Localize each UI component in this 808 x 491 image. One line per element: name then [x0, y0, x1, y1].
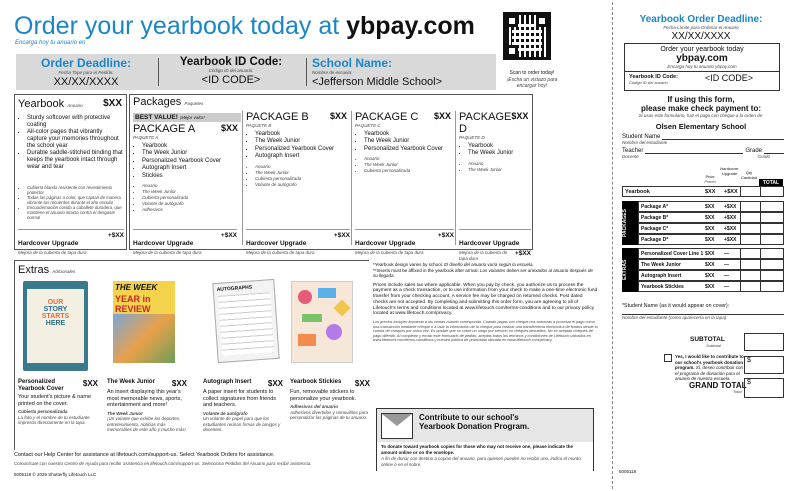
qty-field[interactable]: [740, 213, 760, 222]
upgrade-price: +$XX: [514, 250, 531, 257]
fine-line2: **Inserts must be affixed in the yearbook after arrival.: [373, 267, 479, 273]
fine-line1: *Yearbook design varies by school.: [373, 262, 443, 267]
packages-title: Packages: [133, 96, 182, 108]
form-header: [618, 14, 784, 42]
extra-price: $XX: [267, 379, 283, 388]
package-c: [351, 111, 454, 255]
donation-text-es: A fin de donar con destino a copias del anuario, para quienes pueden no recibir uno, indica el monto online o en el sobre.: [381, 456, 581, 467]
package-a: [133, 113, 241, 255]
copyright: 5005118 © 2025 Shutterfly Lifetouch LLC: [14, 472, 97, 477]
package-items: [355, 131, 454, 154]
package-items: [459, 143, 531, 158]
cover-image: [23, 281, 88, 371]
package-item-es: • The Week Junior: [468, 167, 531, 173]
cover-name-label: *Student Name (as it would appear on cover):: [622, 303, 730, 309]
row-price: $XX: [705, 251, 715, 257]
yearbook-upgrade: [18, 229, 124, 256]
id-label: Yearbook ID Code:: [179, 56, 283, 68]
package-item-es: • The Week Junior: [142, 189, 241, 195]
extra-item: [290, 379, 370, 421]
qty-field[interactable]: [740, 260, 760, 269]
student-name-label: Student Name: [622, 134, 661, 140]
student-name-es: Nombre del estudiante: [622, 140, 668, 145]
qr-caption-es: ¡Escha un vistazo para encargar hoy!: [506, 77, 558, 89]
package-item: • Yearbook: [255, 131, 350, 139]
extra-price: $XX: [354, 379, 370, 388]
extra-es: ¡Un volante que exhibe los deportes, entretenimiento, noticias más memorables de este año y mucho más!: [107, 416, 186, 432]
week-junior-image: [113, 281, 175, 363]
upgrade-es: Mejora de la cubierta de tapa dura: [246, 250, 315, 255]
row-label: Package B*: [641, 215, 669, 221]
package-item-es: • Anuario: [142, 183, 241, 189]
cover-word: OUR: [47, 299, 64, 306]
total-field[interactable]: [760, 224, 784, 233]
extra-es-title: Cubierta personalizada: [18, 409, 68, 414]
qty-field[interactable]: [740, 282, 760, 291]
subtotal-box[interactable]: [744, 333, 784, 351]
col-price: [701, 175, 719, 184]
row-upgrade: +$XX: [724, 204, 737, 210]
upgrade-es: Mejora de la cubierta de tapa dura: [355, 250, 424, 255]
extras-side-label: EXTRAS: [622, 248, 638, 292]
yearbook-title: Yearbook: [18, 98, 65, 110]
row-price: $XX: [705, 273, 715, 279]
autograph-heading: AUTOGRAPHS: [216, 284, 253, 293]
row-label: Yearbook Stickies: [641, 284, 684, 290]
teacher-label: Teacher: [622, 147, 644, 154]
title-site[interactable]: ybpay.com: [346, 12, 475, 40]
form-site[interactable]: ybpay.com: [676, 53, 728, 64]
packages-title-es: Paquetes: [184, 101, 204, 106]
form-row: [638, 270, 784, 281]
row-upgrade: —: [724, 262, 729, 268]
upgrade-price: +$XX: [437, 232, 454, 239]
grand-total-label: GRAND TOTAL: [689, 381, 747, 390]
row-label: Autograph Insert: [641, 273, 682, 279]
cover-name-block: [622, 303, 784, 321]
extra-es: La foto y el nombre de tu estudiante impresos directamente en la tapa.: [18, 414, 90, 425]
student-name-field[interactable]: [662, 133, 784, 140]
note: • Todas las páginas a color, que captan de manera vibrante tus recuerdos durante el año escolar: [27, 195, 124, 205]
subtotal-es: Subtotal: [706, 343, 721, 348]
extra-name: Autograph Insert: [203, 379, 252, 385]
upgrade-label: Hardcover Upgrade: [18, 240, 79, 247]
extras-section: [14, 260, 369, 450]
package-item-es: • Anuario: [468, 161, 531, 167]
bullet: • All-color pages that vibrantly capture your memories throughout the school year: [27, 129, 124, 150]
form-deadline-value: XX/XX/XXXX: [671, 30, 731, 42]
upgrade-price: +$XX: [220, 232, 237, 239]
extra-desc: An insert displaying this year's most memorable news, sports, entertainment and more!: [107, 389, 182, 408]
package-item: • Personalized Yearbook Cover: [255, 146, 350, 154]
package-item-es: • The Week Junior: [255, 170, 350, 176]
payee: Olsen Elementary School: [655, 121, 747, 131]
donate-es: Sí, deseo contribuir con el programa de donación para el anuario de nuestra escuela.: [675, 365, 744, 381]
best-value: BEST VALUE!: [135, 114, 178, 121]
qty-field[interactable]: [740, 224, 760, 233]
id-value: <ID CODE>: [201, 73, 261, 86]
teacher-es: Docente: [622, 153, 639, 159]
fine-line1-es: El diseño del anuario varía según la escuela.: [444, 262, 534, 267]
extra-desc: A paper insert for students to collect signatures from friends and teachers.: [203, 389, 277, 408]
school-label: School Name:: [312, 56, 393, 70]
extra-es: Un volante de papel para que los estudiantes reúnan firmas de amigos y docentes.: [203, 416, 281, 432]
package-price: $XX: [329, 111, 347, 121]
title-subtitle: Encarga hoy tu anuario en: [15, 40, 86, 46]
qty-field[interactable]: [740, 235, 760, 244]
page-title: [14, 12, 475, 40]
form-order-line: Order your yearbook today: [660, 46, 744, 53]
form-id-label: Yearbook ID Code:: [629, 73, 678, 80]
total-field[interactable]: [760, 271, 784, 280]
total-field[interactable]: [760, 282, 784, 291]
form-code: 5005118: [619, 469, 637, 474]
row-price: $XX: [705, 262, 715, 268]
donation-box: [376, 408, 594, 471]
extra-es-title: Adhesivos del anuario: [290, 404, 339, 409]
row-label: Personalized Cover Line 1: [641, 251, 704, 257]
package-item: • Yearbook: [468, 143, 531, 151]
row-price: $XX: [705, 204, 715, 210]
package-items: [246, 131, 350, 161]
package-upgrade: [133, 229, 237, 256]
id-sub: Código ID del anuario:: [208, 68, 254, 73]
extras-title-es: Adicionales: [52, 269, 76, 274]
row-price: $XX: [705, 189, 716, 195]
grade-label: Grade: [745, 147, 762, 154]
school-sub: Nombre de escuela:: [312, 70, 353, 75]
upgrade-es: Mejora de la cubierta de tapa dura: [459, 250, 508, 261]
package-items-es: [133, 183, 241, 213]
deadline-value: XX/XX/XXXX: [53, 75, 119, 88]
total-field[interactable]: [760, 260, 784, 269]
extra-item: [203, 379, 283, 433]
package-price: $XX: [511, 111, 529, 121]
package-upgrade: [355, 229, 454, 256]
packages-card: [129, 94, 533, 261]
bullet: • Sturdy softcover with protective coating: [27, 115, 124, 129]
form-row: [638, 281, 784, 292]
upgrade-label: Hardcover Upgrade: [459, 240, 520, 247]
terms-en: Prices include sales tax where applicable. When you pay by check, you authorize us to process the payment as a check transaction, or to use information from your check to make a one-time electronic fund transfer from your checking account. A service fee may be charged on returned checks. Post dated checks are not accepted. By completing and submitting this order form, you are agreeing to all of Lifetouch's terms and conditions located at www.lifetouch.com/terms-conditions and to our privacy policy located at www.lifetouch.com/privacy.: [373, 282, 598, 317]
package-name: PACKAGE C: [355, 111, 419, 123]
yearbook-card: [14, 94, 127, 255]
using-line1: If using this form,: [667, 95, 735, 104]
subtotal-label: SUBTOTAL: [690, 336, 725, 343]
donation-body: [377, 442, 593, 471]
qty-field[interactable]: [740, 271, 760, 280]
using-line2: please make check payment to:: [640, 104, 762, 113]
student-fields: [622, 133, 784, 159]
extra-name: Yearbook Stickies: [290, 379, 342, 385]
row-price: $XX: [705, 226, 715, 232]
yearbook-title-es: Anuario: [67, 103, 83, 108]
package-item-es: • Volante de autógrafo: [255, 182, 350, 188]
upgrade-price: +$XX: [107, 232, 124, 239]
upgrade-es: Mejora de la cubierta de tapa dura: [18, 250, 87, 255]
form-deadline-label: Yearbook Order Deadline:: [639, 14, 763, 25]
package-b: [242, 111, 350, 255]
package-price: $XX: [220, 123, 238, 133]
yearbook-bullets: [18, 115, 124, 171]
title-prefix: Order your yearbook today at: [14, 12, 347, 40]
form-row: [638, 201, 784, 212]
package-item-es: • Anuario: [255, 164, 350, 170]
fine-line2-es: Los volantes deben ser anexados al anuario después de su llegada.: [373, 267, 593, 278]
package-items: [133, 143, 241, 181]
col-qty: Qty Cantidad: [740, 170, 757, 180]
grade-es: Grado: [757, 153, 770, 159]
donation-title2: Yearbook Donation Program.: [419, 422, 530, 431]
package-item: • Stickies: [142, 173, 241, 181]
package-d: [455, 111, 531, 261]
qty-field[interactable]: [740, 187, 760, 196]
package-item-es: • The Week Junior: [364, 162, 454, 168]
form-deadline-sub: Fecha Límite para Ordenar el Anuario: [663, 25, 739, 30]
total-field[interactable]: [760, 235, 784, 244]
packages-side-label: PACKAGES: [622, 201, 638, 245]
package-sub: PAQUETE D: [459, 135, 485, 140]
form-col-headers: [701, 167, 787, 186]
extra-desc: Fun, removable stickers to personalize your yearbook.: [290, 389, 357, 402]
col-total: TOTAL: [759, 179, 783, 187]
qr-caption: Scan to order today!: [509, 70, 555, 76]
deadline-sub: Fecha Tope para el Pedido:: [58, 70, 114, 75]
donation-title1: Contribute to our school's: [419, 413, 519, 422]
package-price: $XX: [433, 111, 451, 121]
row-upgrade: —: [724, 251, 729, 257]
donation-text: To donate toward yearbook copies for those who may not receive one, please indicate the amount online or on the envelope.: [381, 444, 573, 455]
help-text: Contact our Help Center for assistance at lifetouch.com/support-us. Select Yearbook Orders for assistance.: [14, 452, 275, 458]
qty-field[interactable]: [740, 202, 760, 211]
note: • Encuadernación cosida a caballete duradera, que mantiene el anuario intacto contra el desgaste normal: [27, 205, 124, 220]
donate-checkbox[interactable]: [664, 354, 672, 362]
package-name: PACKAGE B: [246, 111, 309, 123]
form-id-value: <ID CODE>: [705, 72, 754, 83]
grand-total-box[interactable]: [744, 378, 784, 398]
cover-name-es: Nombre del estudiante (como aparecería en la tapa):: [622, 315, 728, 320]
package-name: PACKAGE D: [459, 111, 512, 135]
terms-es: Los precios incluyen impuesto a las ventas cuando corresponda. Cuando pagas con cheque nos autorizas a procesar el pago como una transacción mediante cheque o a usar la información de tu cheque para realizar una transferencia electrónica de fondos desde tu cuenta de cheques por única vez. Es posible que se cobre un cargo por servicio en cheques devueltos. No se aceptan cheques de pago diferido. Al completar y enviar este formulario de pedido, aceptas todos los términos y condiciones de Lifetouch ubicados en www.lifetouch.com/terms-conditions y nuestra política de privacidad ubicada en www.lifetouch.com/privacy.: [373, 320, 598, 343]
donate-text: [675, 354, 745, 382]
form-row: [638, 234, 784, 245]
total-field[interactable]: [760, 202, 784, 211]
package-item: • Yearbook: [142, 143, 241, 151]
package-item: • Yearbook: [364, 131, 454, 139]
package-item: • Personalized Yearbook Cover: [142, 158, 241, 166]
info-bar: [16, 54, 496, 90]
row-label: Package C*: [641, 226, 669, 232]
package-item: • Autograph Insert: [142, 165, 241, 173]
row-upgrade: +$XX: [724, 237, 737, 243]
package-sub: PAQUETE B: [246, 123, 272, 128]
form-row: [638, 248, 784, 259]
donate-yes: Yes, I would like to contribute to our school's yearbook donation program.: [675, 354, 744, 370]
package-item: • The Week Junior: [142, 150, 241, 158]
extra-price: $XX: [82, 379, 98, 388]
package-sub: PAQUETE A: [133, 135, 159, 140]
col-upgrade: Hardcover Upgrade: [720, 166, 739, 176]
best-value-es: ¡Mejor valor!: [179, 115, 205, 120]
extra-desc: Your student's picture & name printed on the cover.: [18, 394, 92, 407]
cut-line: [612, 2, 613, 489]
deadline-label: Order Deadline:: [40, 56, 132, 70]
package-upgrade: [459, 229, 531, 261]
donation-amount-box[interactable]: [744, 356, 784, 374]
package-item-es: • Adhesivos: [142, 207, 241, 213]
row-price: $XX: [705, 237, 715, 243]
package-sub: PAQUETE C: [355, 123, 381, 128]
row-upgrade: —: [724, 284, 729, 290]
col-price-es: Precio: [704, 178, 716, 184]
package-items-es: [459, 161, 531, 173]
package-name: PACKAGE A: [133, 123, 196, 135]
school-value: <Jefferson Middle School>: [312, 75, 443, 88]
extra-item: [18, 379, 98, 426]
grand-total-es: Total: [733, 389, 742, 394]
form-id-sub: Código ID del anuario: [629, 79, 668, 85]
total-field[interactable]: [760, 249, 784, 258]
dollar-sign: $: [747, 357, 751, 364]
qty-field[interactable]: [740, 249, 760, 258]
extra-es: Adhesivos divertidos y removibles para personalizar las páginas de tu anuario.: [290, 409, 369, 420]
package-items-es: [246, 164, 350, 188]
cover-word: STORY: [43, 306, 68, 313]
package-item-es: • Volante de autógrafo: [142, 201, 241, 207]
row-upgrade: +$XX: [724, 215, 737, 221]
yearbook-price: $XX: [103, 98, 122, 109]
row-price: $XX: [705, 215, 715, 221]
week-masthead: THE WEEK: [115, 283, 158, 292]
help-text-es: Comunícate con nuestro Centro de Ayuda para recibir asistencia en lifetouch.com/support-us. Selecciona Pedidos del Anuario para recibir asistencia.: [14, 461, 312, 466]
week-headline: YEAR in REVIEW: [115, 294, 151, 314]
row-label: Package A*: [641, 204, 669, 210]
cover-word: STARTS: [41, 313, 70, 320]
using-es: Si usas este formulario, haz el pago con cheque a la orden de:: [638, 113, 764, 118]
package-item: • The Week Junior: [364, 138, 454, 146]
form-row-yearbook: [622, 186, 784, 197]
total-field[interactable]: [760, 213, 784, 222]
package-item: • The Week Junior: [255, 138, 350, 146]
bullet: • Durable saddle-stitched binding that keeps the yearbook intact through wear and tear: [27, 150, 124, 171]
stickies-image: [291, 281, 353, 363]
grade-field[interactable]: [764, 147, 784, 154]
package-item-es: • Cubierta personalizada: [364, 168, 454, 174]
package-items-es: [355, 156, 454, 174]
row-upgrade: —: [724, 273, 729, 279]
extra-es-title: The Week Junior: [107, 410, 143, 416]
upgrade-es: Mejora de la cubierta de tapa dura: [133, 250, 202, 255]
extra-name: Personalized Yearbook Cover: [18, 379, 64, 392]
row-upgrade: +$XX: [724, 189, 738, 195]
package-item: • Autograph Insert: [255, 153, 350, 161]
extra-price: $XX: [171, 379, 187, 388]
package-upgrade: [246, 229, 350, 256]
payment-instructions: [618, 95, 784, 131]
row-price: $XX: [705, 284, 715, 290]
package-item-es: • Cubierta personalizada: [255, 176, 350, 182]
dollar-sign: $: [747, 379, 751, 386]
extra-es-title: Volante de autógrafo: [203, 410, 248, 416]
upgrade-label: Hardcover Upgrade: [355, 240, 416, 247]
best-value-banner: [133, 113, 241, 122]
package-item-es: • Anuario: [364, 156, 454, 162]
autograph-image: [212, 279, 279, 363]
extras-title: Extras: [18, 264, 50, 276]
upgrade-label: Hardcover Upgrade: [246, 240, 307, 247]
form-order-box: [624, 43, 780, 91]
qr-code[interactable]: [503, 12, 551, 60]
fine-print: [373, 262, 598, 343]
row-upgrade: +$XX: [724, 226, 737, 232]
form-row: [638, 223, 784, 234]
row-label: Package D*: [641, 237, 669, 243]
note: • Cubierta blanda resistente con revestimiento protector: [27, 185, 124, 195]
package-item-es: • Cubierta personalizada: [142, 195, 241, 201]
total-field[interactable]: [760, 187, 784, 196]
extra-name: The Week Junior: [107, 379, 155, 385]
form-order-es: Encarga hoy tu anuario ybpay.com: [667, 64, 737, 69]
row-label: Yearbook: [625, 189, 650, 195]
form-row: [638, 259, 784, 270]
yearbook-notes: [18, 185, 124, 220]
envelope-icon: [381, 413, 413, 439]
col-price-label: Price: [705, 174, 715, 179]
package-item: • The Week Junior: [468, 150, 531, 158]
teacher-field[interactable]: [645, 147, 743, 154]
donation-title: [419, 413, 529, 431]
upgrade-price: +$XX: [333, 232, 350, 239]
upgrade-label: Hardcover Upgrade: [133, 240, 194, 247]
package-item: • Personalized Yearbook Cover: [364, 146, 454, 154]
form-row: [638, 212, 784, 223]
extra-item: [107, 379, 187, 433]
cover-word: HERE: [45, 320, 66, 327]
row-label: The Week Junior: [641, 262, 681, 268]
